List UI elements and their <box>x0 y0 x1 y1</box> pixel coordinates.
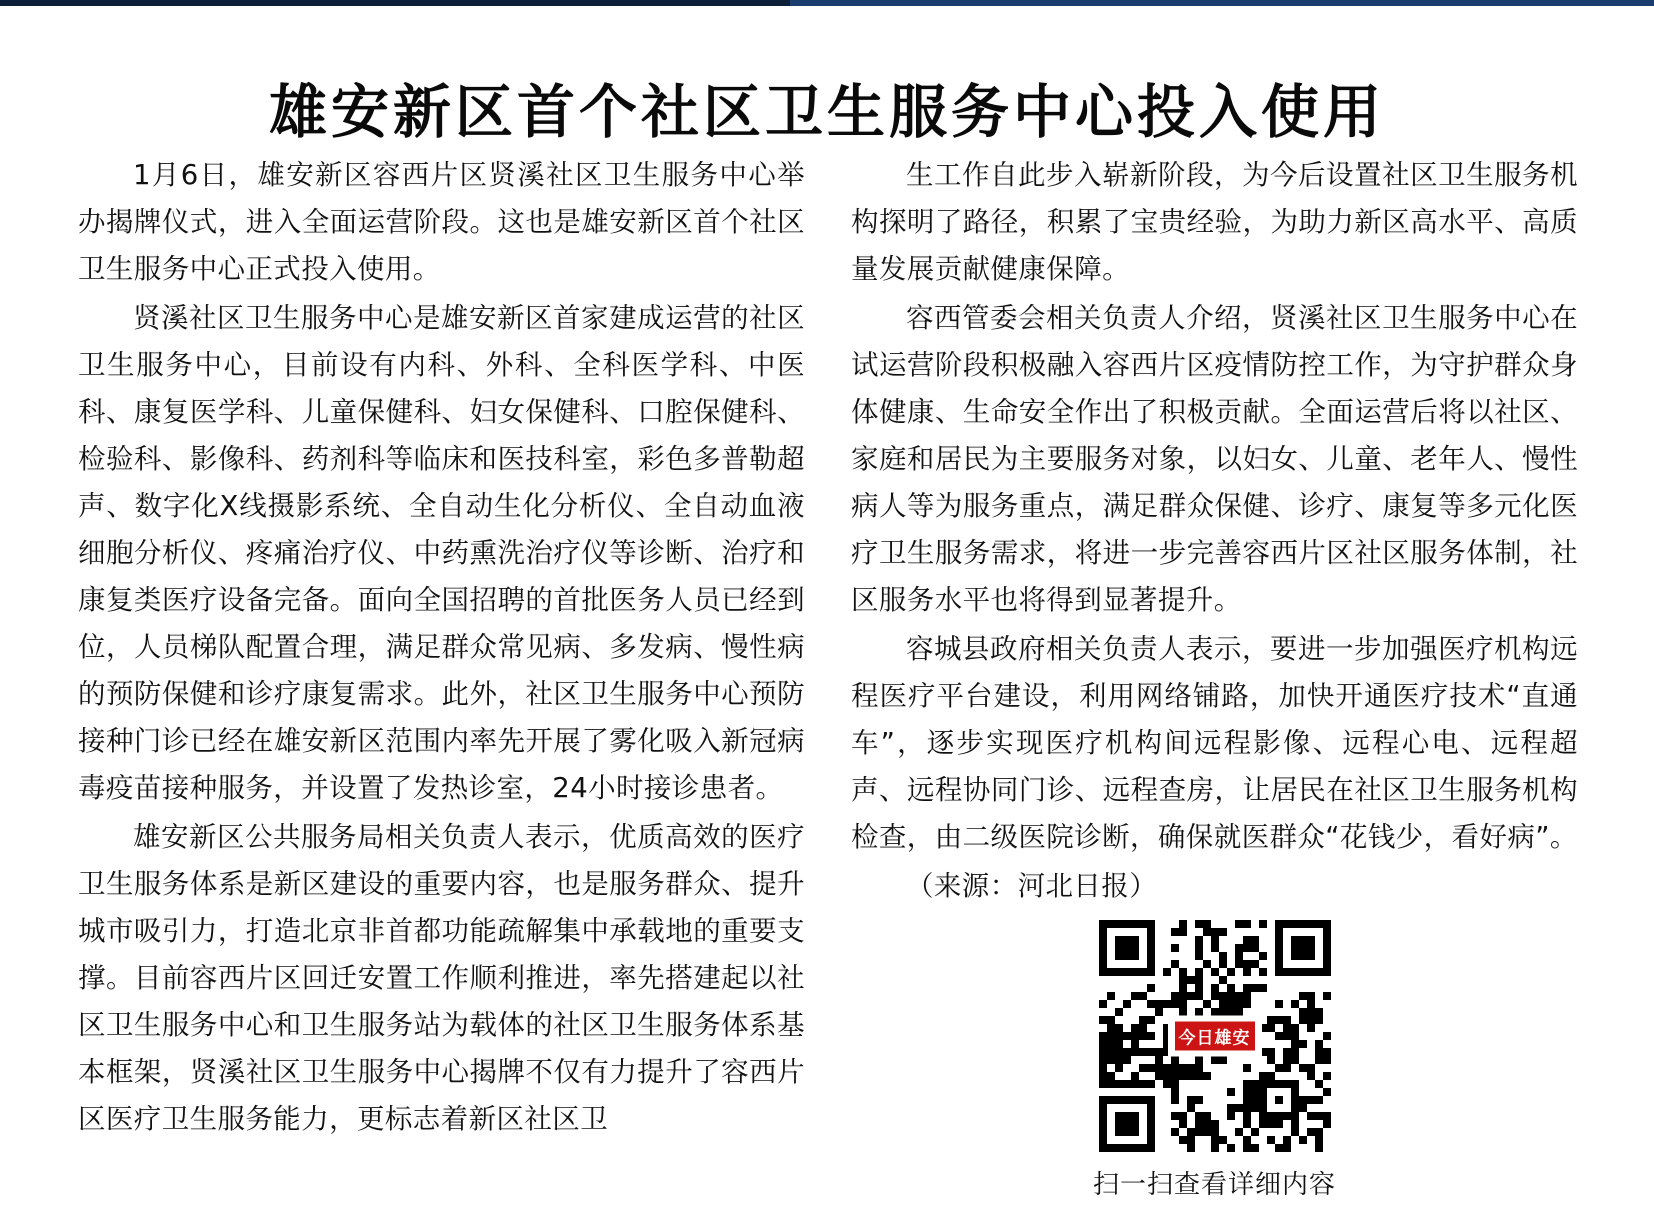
qr-center-logo <box>1168 1016 1262 1057</box>
paragraph: 容西管委会相关负责人介绍，贤溪社区卫生服务中心在试运营阶段积极融入容西片区疫情防控工作，为守护群众身体健康、生命安全作出了积极贡献。全面运营后将以社区、家庭和居民为主要服务对象，以妇女、儿童、老年人、慢性病人等为服务重点，满足群众保健、诊疗、康复等多元化医疗卫生服务需求，将进一步完善容西片区社区服务体制，社区服务水平也将得到显著提升。 <box>851 302 1578 616</box>
paragraph: 雄安新区公共服务局相关负责人表示，优质高效的医疗卫生服务体系是新区建设的重要内容，也是服务群众、提升城市吸引力，打造北京非首都功能疏解集中承载地的重要支撑。目前容西片区回迁安置工作顺利推进，率先搭建起以社区卫生服务中心和卫生服务站为载体的社区卫生服务体系基本框架，贤溪社区卫生服务中心揭牌不仅有力提升了容西片区医疗卫生服务能力，更标志着新区社区卫 <box>78 821 805 1135</box>
paragraph: 生工作自此步入崭新阶段，为今后设置社区卫生服务机构探明了路径，积累了宝贵经验，为助力新区高水平、高质量发展贡献健康保障。 <box>851 159 1578 285</box>
left-column <box>78 152 805 1201</box>
qr-logo-label: 今日雄安 <box>1175 1022 1255 1051</box>
top-accent-rule-dark <box>0 0 790 6</box>
paragraph: 容城县政府相关负责人表示，要进一步加强医疗机构远程医疗平台建设，利用网络铺路，加快开通医疗技术“直通车”，逐步实现医疗机构间远程影像、远程心电、远程超声、远程协同门诊、远程查房，让居民在社区卫生服务机构检查，由二级医院诊断，确保就医群众“花钱少，看好病”。 <box>851 633 1578 853</box>
paragraph: 1月6日，雄安新区容西片区贤溪社区卫生服务中心举办揭牌仪式，进入全面运营阶段。这也是雄安新区首个社区卫生服务中心正式投入使用。 <box>78 159 805 285</box>
paragraph: 贤溪社区卫生服务中心是雄安新区首家建成运营的社区卫生服务中心，目前设有内科、外科、全科医学科、中医科、康复医学科、儿童保健科、妇女保健科、口腔保健科、检验科、影像科、药剂科等临床和医技科室，彩色多普勒超声、数字化X线摄影系统、全自动生化分析仪、全自动血液细胞分析仪、疼痛治疗仪、中药熏洗治疗仪等诊断、治疗和康复类医疗设备完备。面向全国招聘的首批医务人员已经到位，人员梯队配置合理，满足群众常见病、多发病、慢性病的预防保健和诊疗康复需求。此外，社区卫生服务中心预防接种门诊已经在雄安新区范围内率先开展了雾化吸入新冠病毒疫苗接种服务，并设置了发热诊室，24小时接诊患者。 <box>78 302 805 804</box>
article-columns <box>78 152 1578 1201</box>
qr-block <box>851 920 1578 1201</box>
qr-code[interactable] <box>1099 920 1331 1152</box>
right-column <box>851 152 1578 1201</box>
article-source: （来源：河北日报） <box>906 870 1158 902</box>
qr-caption: 扫一扫查看详细内容 <box>1092 1170 1336 1200</box>
page-title: 雄安新区首个社区卫生服务中心投入使用 <box>268 77 1385 146</box>
